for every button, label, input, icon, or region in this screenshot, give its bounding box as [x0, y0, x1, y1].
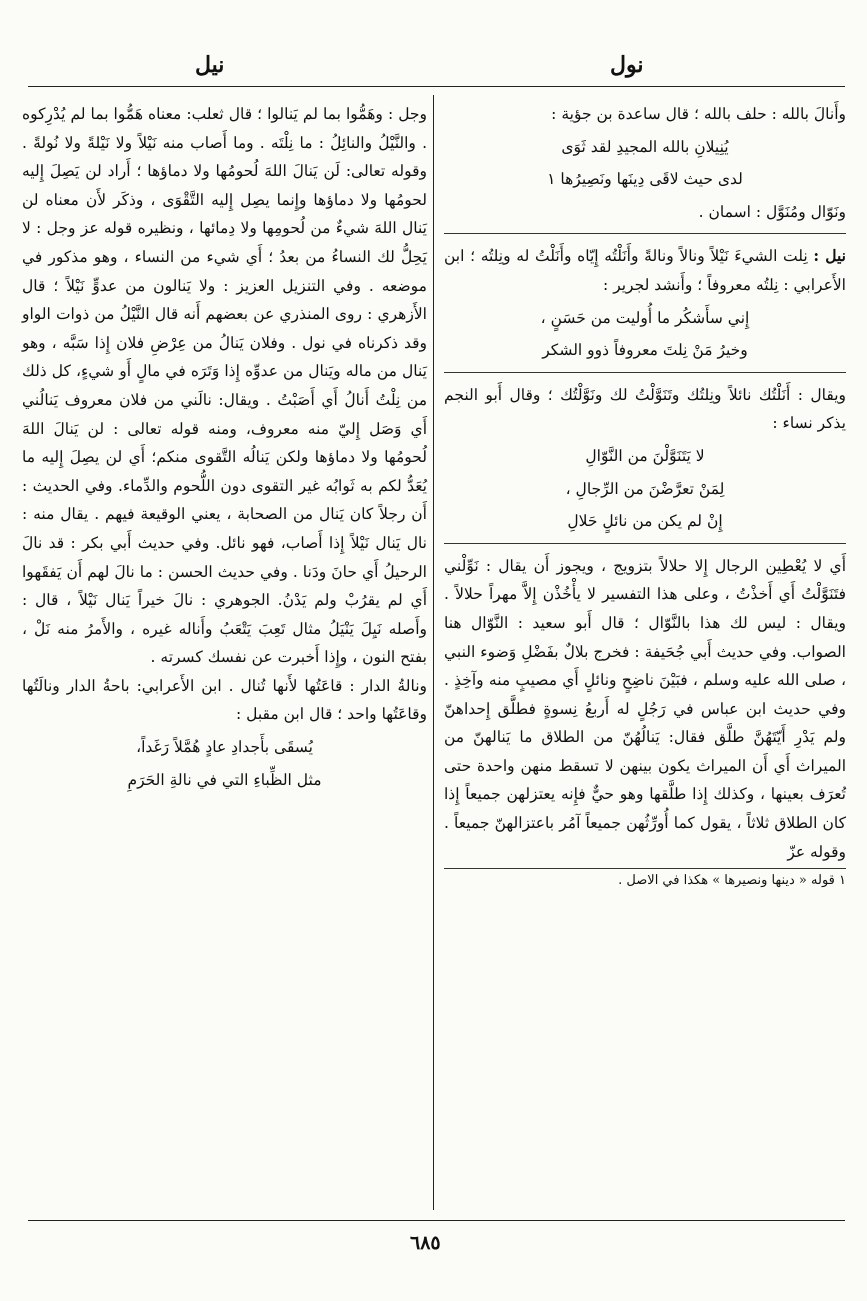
footer-rule [28, 1220, 845, 1221]
column-divider [433, 95, 434, 1210]
verse-line: مثل الظِّباءِ التي في نالةِ الحَرَمِ [127, 770, 322, 789]
right-column [444, 100, 846, 891]
verse-line: لا يَتَنَوَّلْنَ من النَّوّالِ [585, 446, 705, 465]
verse-line: إِني سأَشكُر ما أُوليت من حَسَنٍ ، [540, 308, 750, 327]
intro-text: وأَنالَ بالله : حلف بالله ؛ قال ساعدة بن جؤية : [551, 105, 846, 123]
entry-headword: نيل : [813, 246, 846, 266]
entry-body: نِلت الشيءَ نَيْلاً ونالاً ونالةً وأَنَلْتُه إِيّاه وأَنَلْتُ له ونِلتُه ؛ ابن الأَعرابي : نِلتُه معروفاً ؛ وأَنشد لجرير : [444, 247, 846, 294]
verse-line: يُنِيلانِ بالله المجيدِ لقد ثَوَى [561, 137, 729, 156]
page-number: ٦٨٥ [410, 1232, 441, 1254]
paragraph: أَي لا يُعْطِين الرجال إِلا حلالاً بتزويج ، ويجوز أَن يقال : نَوِّلْني فتَنَوَّلْتُ أَي أَخذْتُ ، وعلى هذا التفسير لا يأْخُذْن إِلاَّ مهراً حلالاً . ويقال : ليس لك هذا بالنَّوّال ؛ قال أَبو سعيد : النَّوّال هنا الصواب. وفي حديث أَبي جُحَيفة : فخرج بلالٌ بفَضْلِ وَضوء النبي ، صلى الله عليه وسلم ، فبَيْنَ ناضِحٍ ونائلٍ أَي مصيبٍ منه وآخِذٍ . وفي حديث ابن عباس في رَجُلٍ له أَربعُ نِسوةٍ فطلَّق إِحداهنّ ولم يَدْرِ أَيّتَهُنَّ طلَّق فقال: يَنالُهُنّ من الطلاق ما يَنالهنّ من الميراث أَي أَن الميراث يكون بينهن لا تسقط منهن واحدة حتى تُعرَف بعينها ، وكذلك إِذا طلَّقها وهو حيٌّ فإِنه يعتزلهن جميعاً إِذا كان الطلاق ثلاثاً ، يقول كما أُورِّثُهن جميعاً آمُر باعتزالهنّ جميعاً . وقوله عزّ [444, 556, 846, 861]
footnote: ١ قوله « دينها ونصيرها » هكذا في الاصل . [618, 873, 846, 889]
paragraph-separator [444, 372, 846, 373]
verse-line: لِمَنْ تعرَّضْنَ من الرِّجالِ ، [565, 479, 725, 498]
names-text: ونَوّال ومُنَوَّل : اسمان . [698, 202, 846, 221]
left-column [22, 100, 427, 798]
footnote-rule [444, 868, 846, 869]
paragraph: ونالةُ الدار : قاعَتُها لأَنها تُنال . ابن الأَعرابي: باحةُ الدار ونالَتُها وقاعَتُها واحد ؛ قال ابن مقبل : [22, 676, 427, 724]
verse-line: إِنْ لم يكن من نائلٍ حَلالِ [567, 512, 723, 531]
verse-line: يُسقَى بأَجدادِ عادٍ هُمَّلاً رَغَداً، [136, 738, 313, 757]
paragraph: وجل : وهَمُّوا بما لم يَنالوا ؛ قال ثعلب: معناه هَمُّوا بما لم يُدْرِكوه . والنَّيْلُ والنائِلُ : ما نِلْتَه . وما أَصاب منه نَيْلاً ولا نَيْلةً ولا نُولةً . وقوله تعالى: لَن يَنالَ اللهَ لُحومُها ولا دماؤها ؛ أَراد لن يَصِلَ إِليه لحومُها ولا دماؤها وإِنما يصِل إِليه التَّقْوَى ، وذكَر لأَن معناه لن يَنال اللهَ شيءٌ من لُحومِها ولا دِمائها ، ونظيره قوله عز وجل : لا يَحِلُّ لك النساءُ من بعدُ ؛ أَي شيء من النساء ، وهو مذكور في موضعه . وفي التنزيل العزيز : ولا يَنالون من عدوٍّ نَيْلاً ؛ قال الأَزهري : روى المنذري عن بعضهم أَنه قال النَّيْلُ من ذوات الواو وقد ذكرناه في نول . وفلان يَنالُ من عِرْضِ فلان إِذا سَبَّه ، وهو يَنال من ماله ويَنال من عدوِّه إِذا وَتَرَه في مالٍ أَو شيءٍ، كل ذلك من نِلْتُ أَنالُ أَي أَصَبْتُ . ويقال: نالَني من فلان معروف يَنالُني أَي وَصَل إِليّ منه معروف، ومنه قوله تعالى : لن يَنالَ اللهَ لُحومُها ولا دماؤها ولكن يَنالُه التَّقوى منكم؛ أَي لن يصِلَ إِليه ما يُعَدُّ لكم به ثَوابُه غير التقوى دون اللُّحوم والدِّماء. وفي الحديث : أَن رجلاً كان يَنال من الصحابة ، يعني الوقيعة فيهم . يقال منه : نال يَنال نَيْلاً إِذا أَصاب، فهو نائل. وفي حديث أَبي بكر : قد نالَ الرحيلُ أَي حانَ ودَنا . وفي حديث الحسن : ما نالَ لهم أَن يَفقَهوا أَي لم يقرُبْ ولم يَدْنُ. الجوهري : نالَ خيراً يَنال نَيْلاً ، قال : وأَصله نَيِلَ يَنْيَلُ مثال تَعِبَ يَتْعَبُ وأَناله غيره ، والأَمرُ منه نَلْ ، بفتح النون ، وإِذا أَخبرت عن نفسك كسرته . [22, 105, 427, 667]
left-column-title: نيل [195, 52, 225, 78]
entry-nayl [444, 242, 846, 299]
verse-line: وخيرُ مَنْ نِلتَ معروفاً ذوو الشكر [542, 341, 748, 360]
right-column-title: نول [610, 52, 644, 78]
header-rule [28, 86, 845, 87]
paragraph: ويقال : أَنَلْتُك نائلاً ونِلتُك وتَنَوَّلْتُ لك ونَوَّلْتُك ؛ وقال أَبو النجم يذكر نساء : [444, 385, 846, 433]
entry-separator [444, 233, 846, 234]
paragraph-separator [444, 543, 846, 544]
verse-line: لدى حيث لاقَى دِينَها ونَصِيرُها ١ [547, 170, 743, 189]
